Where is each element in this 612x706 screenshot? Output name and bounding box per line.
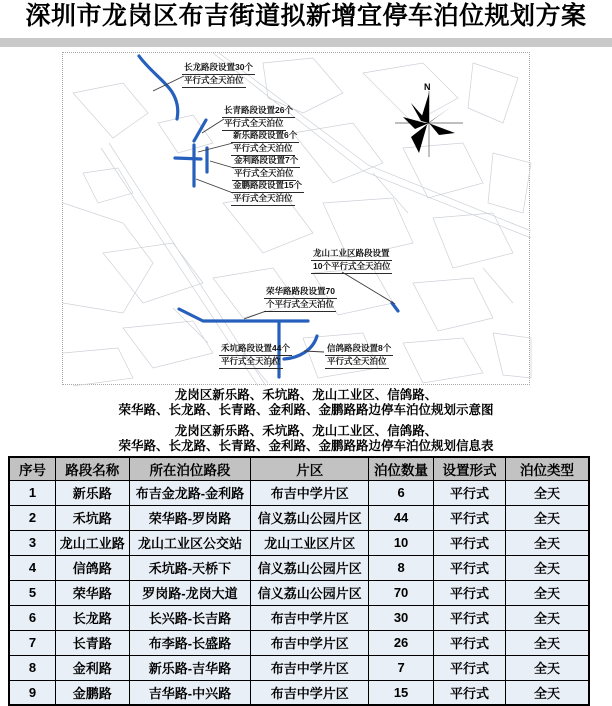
table-cell: 平行式 xyxy=(434,655,506,680)
table-row xyxy=(9,530,589,555)
table-cell: 全天 xyxy=(505,480,589,505)
table-header-cell: 泊位类型 xyxy=(505,457,589,480)
table-row xyxy=(9,680,589,705)
annotation-line: 平行式全天泊位 xyxy=(182,75,246,88)
table-cell: 2 xyxy=(9,505,55,530)
table-row xyxy=(9,505,589,530)
table-header-cell: 泊位数量 xyxy=(369,457,434,480)
table-cell: 全天 xyxy=(505,680,589,705)
annotation-line: 龙山工业区路段设置 xyxy=(311,248,392,261)
table-cell: 龙山工业路 xyxy=(55,530,129,555)
annotation-line: 平行式全天泊位 xyxy=(222,118,286,131)
annotation-line: 平行式全天泊位 xyxy=(231,143,295,156)
table-cell: 平行式 xyxy=(434,630,506,655)
map-caption xyxy=(0,388,612,418)
table-cell: 罗岗路-龙岗大道 xyxy=(129,580,251,605)
basemap-sketch xyxy=(63,53,531,386)
table-cell: 4 xyxy=(9,555,55,580)
table-cell: 全天 xyxy=(505,530,589,555)
table-cell: 8 xyxy=(369,555,434,580)
table-cell: 信义荔山公园片区 xyxy=(251,580,369,605)
annotation-line: 信鸽路段设置8个 xyxy=(325,343,393,356)
annotation-line: 禾坑路段设置44个 xyxy=(219,343,292,356)
table-cell: 全天 xyxy=(505,655,589,680)
table-cell: 布吉中学片区 xyxy=(251,655,369,680)
table-cell: 长龙路 xyxy=(55,605,129,630)
annotation-line: 长青路段设置26个 xyxy=(222,105,295,118)
table-cell: 布吉中学片区 xyxy=(251,630,369,655)
table-cell: 30 xyxy=(369,605,434,630)
table-cell: 8 xyxy=(9,655,55,680)
annotation-line: 荣华路路段设置70 xyxy=(264,286,337,299)
table-cell: 7 xyxy=(369,655,434,680)
table-row xyxy=(9,605,589,630)
table-cell: 全天 xyxy=(505,555,589,580)
table-cell: 布吉中学片区 xyxy=(251,480,369,505)
map-annotation-jinli xyxy=(232,155,300,181)
table-caption xyxy=(0,424,612,454)
table-cell: 金鹏路 xyxy=(55,680,129,705)
table-cell: 吉华路-中兴路 xyxy=(129,680,251,705)
annotation-line: 平行式全天泊位 xyxy=(325,356,389,369)
table-cell: 平行式 xyxy=(434,580,506,605)
table-cell: 布吉中学片区 xyxy=(251,605,369,630)
table-cell: 6 xyxy=(369,480,434,505)
table-cell: 全天 xyxy=(505,605,589,630)
map-annotation-changqing xyxy=(222,105,295,131)
table-cell: 70 xyxy=(369,580,434,605)
table-cell: 布吉中学片区 xyxy=(251,680,369,705)
table-cell: 10 xyxy=(369,530,434,555)
annotation-line: 个平行式全天泊位 xyxy=(264,299,336,312)
map-caption-line2: 荣华路、长龙路、长青路、金利路、金鹏路路边停车泊位规划示意图 xyxy=(118,403,494,417)
table-header-cell: 设置形式 xyxy=(434,457,506,480)
table-cell: 信义荔山公园片区 xyxy=(251,555,369,580)
table-cell: 布吉金龙路-金利路 xyxy=(129,480,251,505)
table-cell: 6 xyxy=(9,605,55,630)
annotation-line: 长龙路段设置30个 xyxy=(182,62,255,75)
table-cell: 7 xyxy=(9,630,55,655)
map-annotation-jinpeng xyxy=(231,180,304,206)
table-cell: 金利路 xyxy=(55,655,129,680)
table-cell: 15 xyxy=(369,680,434,705)
table-cell: 禾坑路-天桥下 xyxy=(129,555,251,580)
table-cell: 平行式 xyxy=(434,530,506,555)
annotation-line: 新乐路段设置6个 xyxy=(231,130,299,143)
table-row xyxy=(9,555,589,580)
divider-bar xyxy=(0,38,612,47)
annotation-line: 10个平行式全天泊位 xyxy=(311,261,392,274)
table-cell: 新乐路-吉华路 xyxy=(129,655,251,680)
table-cell: 44 xyxy=(369,505,434,530)
table-row xyxy=(9,655,589,680)
table-cell: 信义荔山公园片区 xyxy=(251,505,369,530)
road-longshan xyxy=(392,303,398,311)
compass-north-label: N xyxy=(424,82,431,92)
map-annotation-xinge xyxy=(325,343,393,369)
map-annotation-hekeng xyxy=(219,343,292,369)
annotation-line: 平行式全天泊位 xyxy=(219,356,283,369)
table-cell: 全天 xyxy=(505,630,589,655)
table-cell: 5 xyxy=(9,580,55,605)
table-cell: 3 xyxy=(9,530,55,555)
table-cell: 1 xyxy=(9,480,55,505)
table-cell: 荣华路-罗岗路 xyxy=(129,505,251,530)
table-cell: 平行式 xyxy=(434,555,506,580)
table-caption-line1: 龙岗区新乐路、禾坑路、龙山工业区、信鸽路、 xyxy=(174,424,438,438)
table-row xyxy=(9,630,589,655)
annotation-line: 平行式全天泊位 xyxy=(231,193,295,206)
table-cell: 荣华路 xyxy=(55,580,129,605)
table-body xyxy=(9,480,589,705)
table-cell: 长兴路-长吉路 xyxy=(129,605,251,630)
map-canvas xyxy=(63,53,531,386)
road-xinle xyxy=(175,158,201,159)
page-title: 深圳市龙岗区布吉街道拟新增宜停车泊位规划方案 xyxy=(25,2,587,30)
table-cell: 全天 xyxy=(505,505,589,530)
table-cell: 信鸽路 xyxy=(55,555,129,580)
map-annotation-ronghua xyxy=(264,286,337,312)
table-row xyxy=(9,580,589,605)
table-header-row xyxy=(9,457,589,480)
table-header-cell: 序号 xyxy=(9,457,55,480)
table-cell: 平行式 xyxy=(434,605,506,630)
table-cell: 平行式 xyxy=(434,505,506,530)
map-annotation-changlong xyxy=(182,62,255,88)
annotation-line: 金鹏路段设置15个 xyxy=(231,180,304,193)
parking-info-table xyxy=(8,456,590,706)
planning-map xyxy=(62,52,530,385)
table-cell: 龙山工业区片区 xyxy=(251,530,369,555)
table-cell: 布李路-长盛路 xyxy=(129,630,251,655)
annotation-line: 金利路段设置7个 xyxy=(232,155,300,168)
table-cell: 平行式 xyxy=(434,680,506,705)
table-caption-line2: 荣华路、长龙路、长青路、金利路、金鹏路路边停车泊位规划信息表 xyxy=(118,439,494,453)
table-header-cell: 所在泊位路段 xyxy=(129,457,251,480)
map-annotation-xinle xyxy=(231,130,299,156)
table-cell: 全天 xyxy=(505,580,589,605)
annotation-line: 平行式全天泊位 xyxy=(232,168,296,181)
table-cell: 禾坑路 xyxy=(55,505,129,530)
table-row xyxy=(9,480,589,505)
table-cell: 26 xyxy=(369,630,434,655)
map-caption-line1: 龙岗区新乐路、禾坑路、龙山工业区、信鸽路、 xyxy=(174,388,438,402)
map-annotation-longshan xyxy=(311,248,392,274)
table-cell: 新乐路 xyxy=(55,480,129,505)
table-cell: 9 xyxy=(9,680,55,705)
table-header-cell: 片区 xyxy=(251,457,369,480)
table-cell: 平行式 xyxy=(434,480,506,505)
table-cell: 龙山工业区公交站 xyxy=(129,530,251,555)
table-header-cell: 路段名称 xyxy=(55,457,129,480)
table-cell: 长青路 xyxy=(55,630,129,655)
